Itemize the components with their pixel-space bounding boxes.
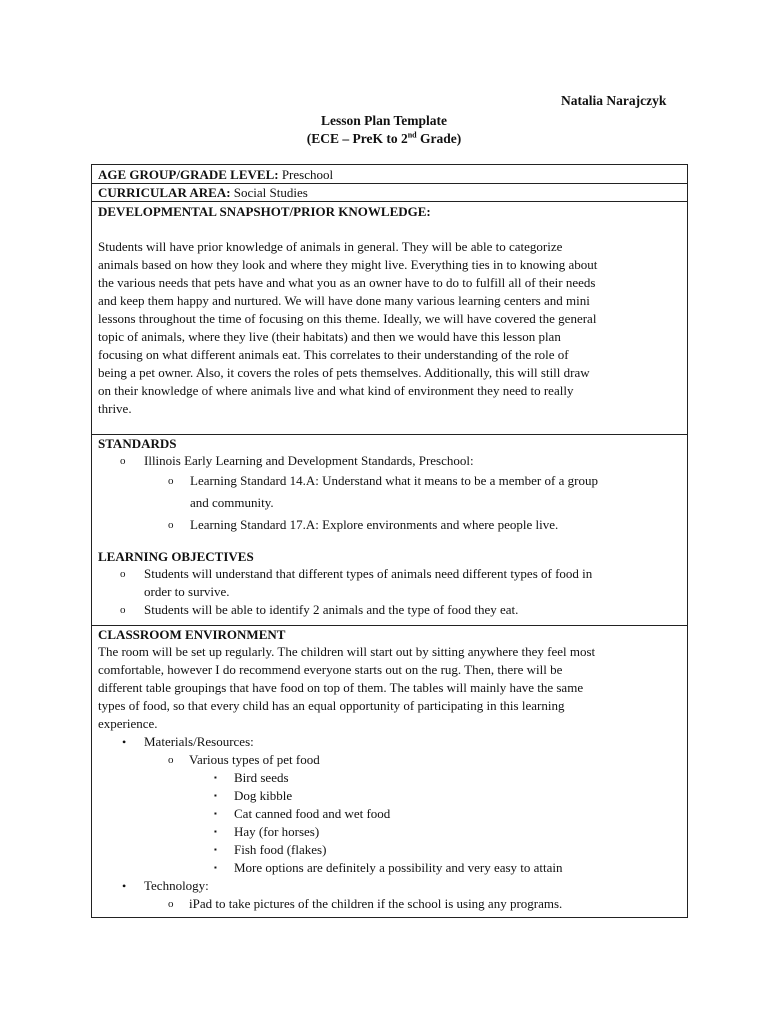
environment-line: different table groupings that have food on top of them. The tables will mainly have the same xyxy=(98,680,584,695)
list-item: ▪ Cat canned food and wet food xyxy=(214,806,391,821)
snapshot-line: lessons throughout the time of focusing on this theme. Ideally, we will have covered the general xyxy=(98,311,597,326)
objectives-label: LEARNING OBJECTIVES xyxy=(98,549,254,564)
document-subtitle: (ECE – PreK to 2nd Grade) xyxy=(306,130,462,146)
circle-bullet-icon: o xyxy=(120,604,126,616)
snapshot-row xyxy=(92,202,687,435)
snapshot-line: animals based on how they look and where they might live. Everything ties in to knowing about xyxy=(98,257,598,272)
snapshot-line: Students will have prior knowledge of animals in general. They will be able to categorize xyxy=(98,239,563,254)
list-item: ▪ Hay (for horses) xyxy=(214,824,320,839)
materials-list xyxy=(98,733,681,913)
square-bullet-icon: ▪ xyxy=(214,845,217,854)
list-item: o Various types of pet food xyxy=(168,752,320,767)
snapshot-line: on their knowledge of where animals live and what kind of environment they need to really xyxy=(98,383,574,398)
list-item: ▪ Bird seeds xyxy=(214,770,289,785)
author-name: Natalia Narajczyk xyxy=(561,93,667,108)
square-bullet-icon: ▪ xyxy=(214,863,217,872)
curricular-area-label: CURRICULAR AREA: xyxy=(98,185,231,200)
snapshot-label: DEVELOPMENTAL SNAPSHOT/PRIOR KNOWLEDGE: xyxy=(98,204,431,219)
environment-line: comfortable, however I do recommend everyone starts out on the rug. Then, there will be xyxy=(98,662,563,677)
age-group-value: Preschool xyxy=(278,167,334,182)
environment-label: CLASSROOM ENVIRONMENT xyxy=(98,627,286,642)
snapshot-line: the various needs that pets have and what you as an owner have to do to fulfill all of their needs xyxy=(98,275,596,290)
circle-bullet-icon: o xyxy=(168,754,174,766)
document-title: Lesson Plan Template xyxy=(320,113,448,128)
standards-list xyxy=(98,452,681,536)
list-item: o iPad to take pictures of the children if the school is using any programs. xyxy=(168,896,563,911)
circle-bullet-icon: o xyxy=(120,455,126,467)
list-item: • Materials/Resources: xyxy=(122,734,254,749)
list-item: o Learning Standard 14.A: Understand what it means to be a member of a group and community. xyxy=(98,470,681,514)
list-item: ▪ Dog kibble xyxy=(214,788,293,803)
document-title-block xyxy=(0,112,768,148)
age-group-label: AGE GROUP/GRADE LEVEL: xyxy=(98,167,279,182)
environment-line: types of food, so that every child has an equal opportunity of participating in this learning xyxy=(98,698,565,713)
bullet-icon: • xyxy=(122,735,127,749)
list-item: • Technology: xyxy=(122,878,209,893)
bullet-icon: • xyxy=(122,879,127,893)
list-item: o Students will be able to identify 2 animals and the type of food they eat. xyxy=(120,602,519,617)
curricular-area-row xyxy=(92,184,687,202)
snapshot-line: and keep them happy and nurtured. We will have done many various learning centers and mini xyxy=(98,293,590,308)
list-item: ▪ More options are definitely a possibility and very easy to attain xyxy=(214,860,563,875)
circle-bullet-icon: o xyxy=(168,519,174,531)
square-bullet-icon: ▪ xyxy=(214,809,217,818)
standards-objectives-row xyxy=(92,435,687,626)
snapshot-line: being a pet owner. Also, it covers the roles of pets themselves. Additionally, this will still draw xyxy=(98,365,590,380)
snapshot-line: thrive. xyxy=(98,401,132,416)
snapshot-line: focusing on what different animals eat. This correlates to their understanding of the role of xyxy=(98,347,569,362)
age-group-row xyxy=(92,165,687,184)
circle-bullet-icon: o xyxy=(168,475,174,487)
environment-line: experience. xyxy=(98,716,158,731)
square-bullet-icon: ▪ xyxy=(214,827,217,836)
objectives-list xyxy=(98,565,681,619)
curricular-area-value: Social Studies xyxy=(230,185,308,200)
list-item: o Illinois Early Learning and Development Standards, Preschool: xyxy=(120,453,474,468)
list-item: o Learning Standard 17.A: Explore environments and where people live. xyxy=(98,514,681,536)
circle-bullet-icon: o xyxy=(120,568,126,580)
standards-label: STANDARDS xyxy=(98,436,177,451)
list-item: o Students will understand that different types of animals need different types of food in order to survive. xyxy=(120,566,593,599)
list-item: ▪ Fish food (flakes) xyxy=(214,842,327,857)
environment-line: The room will be set up regularly. The children will start out by sitting anywhere they feel most xyxy=(98,644,596,659)
snapshot-line: topic of animals, where they live (their habitats) and then we would have this lesson plan xyxy=(98,329,561,344)
circle-bullet-icon: o xyxy=(168,898,174,910)
classroom-environment-row xyxy=(92,626,687,917)
lesson-plan-table xyxy=(91,164,688,918)
square-bullet-icon: ▪ xyxy=(214,773,217,782)
square-bullet-icon: ▪ xyxy=(214,791,217,800)
